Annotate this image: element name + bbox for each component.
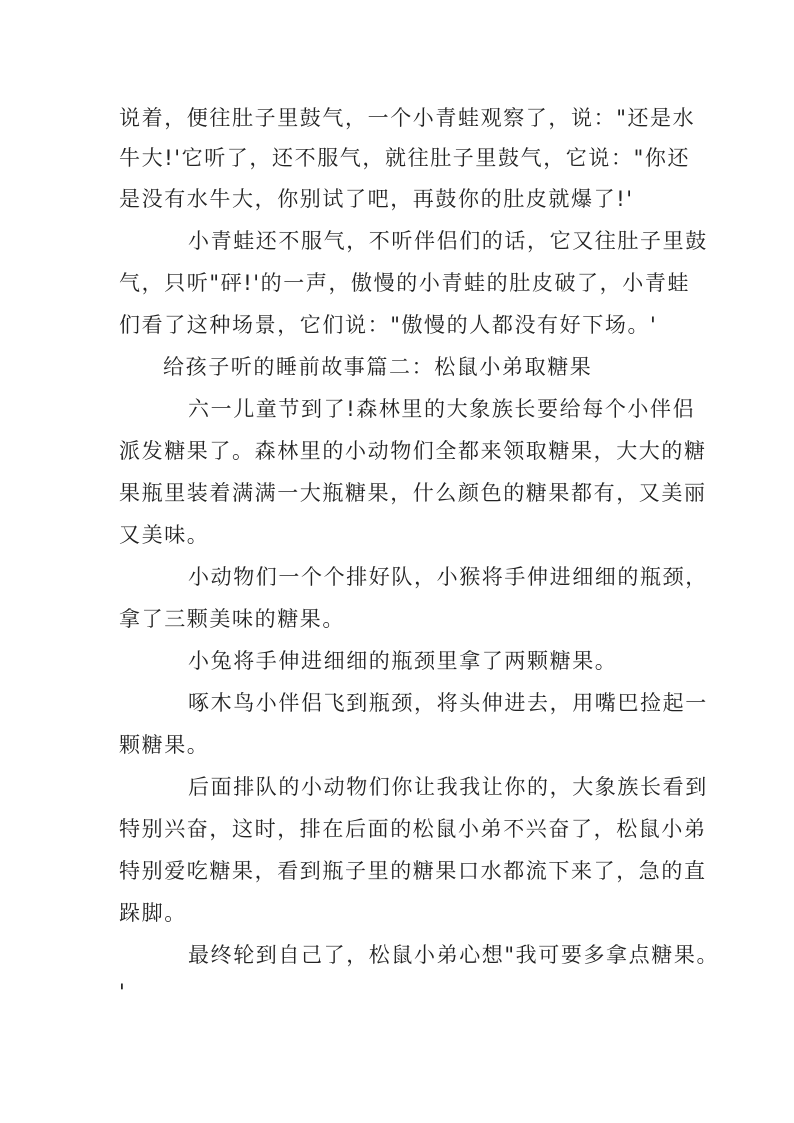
paragraph-first-line: 六一儿童节到了!森林里的大象族长要给每个小伴侣 bbox=[188, 397, 696, 421]
paragraph-first-line: 最终轮到自己了，松鼠小弟心想"我可要多拿点糖果。 bbox=[188, 943, 720, 967]
text-line: 派发糖果了。森林里的小动物们全都来领取糖果，大大的糖 bbox=[119, 439, 707, 463]
text-line: 颗糖果。 bbox=[119, 733, 210, 757]
paragraph-first-line: 啄木鸟小伴侣飞到瓶颈，将头伸进去，用嘴巴捡起一 bbox=[188, 691, 708, 715]
text-line: 又美味。 bbox=[119, 523, 210, 547]
paragraph-first-line: 后面排队的小动物们你让我我让你的，大象族长看到 bbox=[188, 775, 708, 799]
text-line: ' bbox=[119, 980, 127, 1004]
text-line: 是没有水牛大，你别试了吧，再鼓你的肚皮就爆了!' bbox=[119, 187, 634, 211]
paragraph-first-line: 小兔将手伸进细细的瓶颈里拿了两颗糖果。 bbox=[188, 649, 618, 673]
text-line: 牛大!'它听了，还不服气，就往肚子里鼓气，它说："你还 bbox=[119, 146, 691, 170]
text-line: 跺脚。 bbox=[119, 901, 187, 925]
text-line: 们看了这种场景，它们说："傲慢的人都没有好下场。' bbox=[119, 313, 658, 337]
text-line: 气，只听"砰!'的一声，傲慢的小青蛙的肚皮破了，小青蛙 bbox=[119, 271, 691, 295]
text-line: 特别兴奋，这时，排在后面的松鼠小弟不兴奋了，松鼠小弟 bbox=[119, 817, 707, 841]
text-line: 果瓶里装着满满一大瓶糖果，什么颜色的糖果都有，又美丽 bbox=[119, 481, 707, 505]
text-line: 拿了三颗美味的糖果。 bbox=[119, 607, 345, 631]
paragraph-first-line: 小青蛙还不服气，不听伴侣们的话，它又往肚子里鼓 bbox=[188, 229, 708, 253]
text-line: 说着，便往肚子里鼓气，一个小青蛙观察了，说："还是水 bbox=[119, 106, 696, 130]
text-line: 特别爱吃糖果，看到瓶子里的糖果口水都流下来了，急的直 bbox=[119, 859, 707, 883]
section-heading: 给孩子听的睡前故事篇二：松鼠小弟取糖果 bbox=[163, 355, 593, 379]
paragraph-first-line: 小动物们一个个排好队，小猴将手伸进细细的瓶颈， bbox=[188, 565, 708, 589]
